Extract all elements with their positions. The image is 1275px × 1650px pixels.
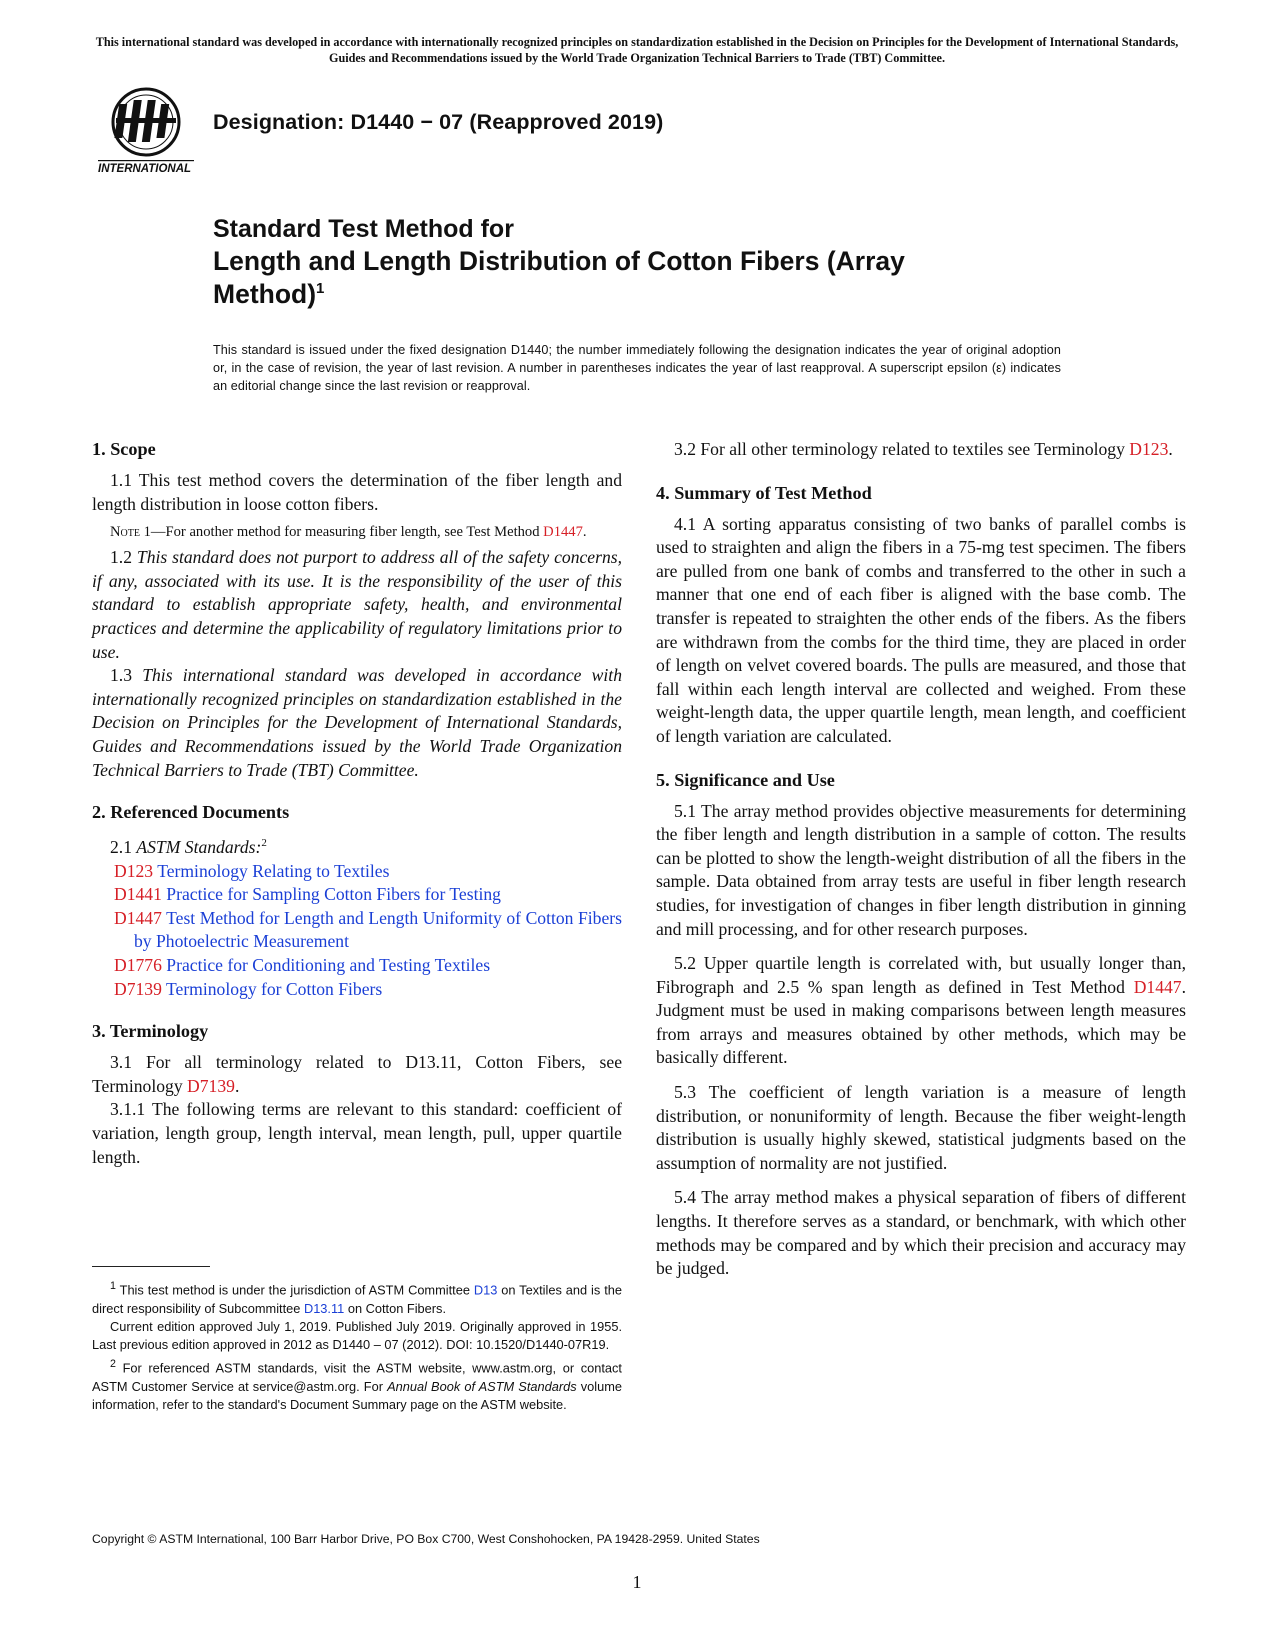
para-1-3-text: This international standard was developed in accordance with internationally recognized principles on standardization established in the Decision on Principles for the Development of International Standards, Guides and Recommendations issued by the World Trade Organization Technical Barriers to Trade (TBT) Committee. [92,665,622,780]
ref-code: D123 [114,860,154,881]
footnote-2-italic: Annual Book of ASTM Standards [387,1378,577,1394]
page-number: 1 [632,1572,642,1592]
link-d13-11[interactable]: D13.11 [303,1300,345,1316]
ref-code: D1776 [114,954,162,975]
ref-d1447[interactable] [92,907,622,954]
issuance-statement: This standard is issued under the fixed designation D1440; the number immediately following the designation indicates the year of original adoption or, in the case of revision, the year of last revision. A number in parentheses indicates the year of last reapproval. A superscript epsilon (ε) indicates an editorial change since the last revision or reapproval. [213,343,1061,393]
para-2-1-sup: 2 [261,837,267,850]
astm-international-logo [92,84,200,178]
para-3-1 [92,1051,622,1098]
note-label: Note [110,524,140,541]
para-5-1: 5.1 The array method provides objective measurements for determining the fiber length and length distribution in a sample of cotton. The results can be plotted to show the length-weight distribution of all the fibers in the sample. Data obtained from array tests are useful in fiber length research studies, for investigation of changes in fiber length distribution in ginning and mill processing, and for other research purposes. [656,800,1186,939]
note-text: 1—For another method for measuring fiber length, see Test Method [139,524,544,541]
para-1-2 [92,546,622,664]
footnotes [92,1266,622,1414]
footnote-2 [92,1355,622,1414]
ref-title: Practice for Conditioning and Testing Textiles [161,954,491,975]
para-1-3-num: 1.3 [110,665,143,686]
para-1-1: 1.1 This test method covers the determination of the fiber length and length distribution in loose cotton fibers. [92,470,622,514]
ref-code: D1441 [114,884,162,905]
left-column [92,438,622,1169]
footnote-1 [92,1277,622,1318]
para-1-3 [92,664,622,782]
para-2-1-text: ASTM Standards: [136,836,262,857]
title-footnote-mark: 1 [316,280,325,297]
ref-d1441[interactable] [92,883,622,907]
section-significance-heading: 5. Significance and Use [656,769,835,790]
designation: Designation: D1440 − 07 (Reapproved 2019) [213,110,664,134]
ref-d7139[interactable] [92,978,622,1002]
link-d7139[interactable]: D7139 [187,1075,235,1096]
ref-code: D1447 [114,907,162,928]
referenced-list [92,860,622,1002]
footnote-1-edition: Current edition approved July 1, 2019. Published July 2019. Originally approved in 1955. Last previous edition approved in 2012 as D1440 – 07 (2012). DOI: 10.1520/D1440-07R19. [92,1319,622,1353]
astm-logo-mark [92,84,200,178]
footnote-2-text-a: For referenced ASTM standards, visit the ASTM website, www.astm.org, or contact ASTM Customer Service at service@astm.org. For [92,1360,622,1394]
title-line-2 [213,245,1013,311]
footnote-1-text-b: on Textiles and is the direct responsibility of Subcommittee [92,1282,622,1316]
footnote-1-text-a: This test method is under the jurisdiction of ASTM Committee [115,1282,474,1298]
ref-title: Terminology for Cotton Fibers [161,978,383,999]
copyright-line: Copyright © ASTM International, 100 Barr Harbor Drive, PO Box C700, West Conshohocken, PA 19428-2959. United States [92,1532,760,1546]
link-d13[interactable]: D13 [473,1282,498,1298]
note-1 [92,522,622,542]
link-d1447[interactable]: D1447 [1133,976,1182,997]
footnote-2-mark: 2 [110,1357,116,1370]
section-terminology-heading: 3. Terminology [92,1021,209,1042]
para-2-1 [92,832,622,859]
link-d123[interactable]: D123 [1129,439,1169,459]
para-2-1-num: 2.1 [110,836,137,857]
para-3-1-text: 3.1 For all terminology related to D13.11, Cotton Fibers, see Terminology [92,1052,622,1096]
section-scope-heading: 1. Scope [92,439,156,459]
para-1-2-num: 1.2 [110,547,137,568]
ref-code: D7139 [114,978,162,999]
footnote-rule [92,1266,210,1267]
para-5-3: 5.3 The coefficient of length variation is a measure of length distribution, or nonuniformity of length. Because the fiber weight-length distribution is usually highly skewed, statistical judgments based on the assumption of normality are not justified. [656,1082,1186,1173]
footnote-1-mark: 1 [110,1280,116,1292]
logo-wordmark: INTERNATIONAL [98,163,192,175]
para-3-2-end: . [1168,439,1173,459]
title-line-1: Standard Test Method for [213,215,514,243]
section-summary-heading: 4. Summary of Test Method [656,482,872,503]
footnote-1-text-c: on Cotton Fibers. [344,1300,446,1316]
para-4-1: 4.1 A sorting apparatus consisting of two banks of parallel combs is used to straighten and align the fibers in a 75-mg test specimen. The fibers are pulled from one bank of combs and transferred to the other in such a manner that one end of each fiber is aligned with the base comb. The transfer is repeated to straighten the other ends of the fibers. As the fibers are withdrawn from the combs for the third time, they are placed in order of length on velvet covered boards. The pulls are measured, and those that fall within each length interval are collected and weighed. From these weight-length data, the upper quartile length, mean length, and coefficient of length variation are calculated. [656,513,1186,746]
para-3-2 [656,438,1186,462]
para-5-2-text: 5.2 Upper quartile length is correlated with, but usually longer than, Fibrograph and 2.5 % span length as defined in Test Method [656,953,1186,997]
para-5-4: 5.4 The array method makes a physical separation of fibers of different lengths. It therefore serves as a standard, or benchmark, with which other methods may be compared and by which their precision and accuracy may be judged. [656,1187,1186,1279]
ref-title: Test Method for Length and Length Uniformity of Cotton Fibers by Photoelectric Measurement [134,907,622,952]
para-5-2-end: . Judgment must be used in making comparisons between length measures from arrays and measures obtained by other methods, which may be basically different. [656,976,1186,1068]
note-link-d1447[interactable]: D1447 [543,524,583,541]
title-main: Length and Length Distribution of Cotton Fibers (Array Method) [213,246,905,309]
note-end: . [582,524,587,541]
para-3-1-end: . [234,1075,240,1096]
right-column [656,438,1186,1281]
ref-title: Terminology Relating to Textiles [153,860,390,881]
ref-d123[interactable] [92,860,622,884]
para-3-1-1: 3.1.1 The following terms are relevant to this standard: coefficient of variation, length group, length interval, mean length, pull, upper quartile length. [92,1099,622,1167]
document-title [213,214,1013,311]
ref-d1776[interactable] [92,954,622,978]
standard-development-notice: This international standard was developed in accordance with internationally recognized principles on standardization established in the Decision on Principles for the Development of International Standards, Guides and Recommendations issued by the World Trade Organization Technical Barriers to Trade (TBT) Committee. [95,35,1179,65]
para-5-2 [656,952,1186,1070]
para-3-2-text: 3.2 For all other terminology related to textiles see Terminology [674,439,1130,459]
footnote-2-text-b: volume information, refer to the standard's Document Summary page on the ASTM website. [92,1378,623,1412]
section-referenced-heading: 2. Referenced Documents [92,802,290,823]
ref-title: Practice for Sampling Cotton Fibers for Testing [161,884,501,905]
para-1-2-text: This standard does not purport to address all of the safety concerns, if any, associated with its use. It is the responsibility of the user of this standard to establish appropriate safety, health, and environmental practices and determine the applicability of regulatory limitations prior to use. [92,547,623,662]
